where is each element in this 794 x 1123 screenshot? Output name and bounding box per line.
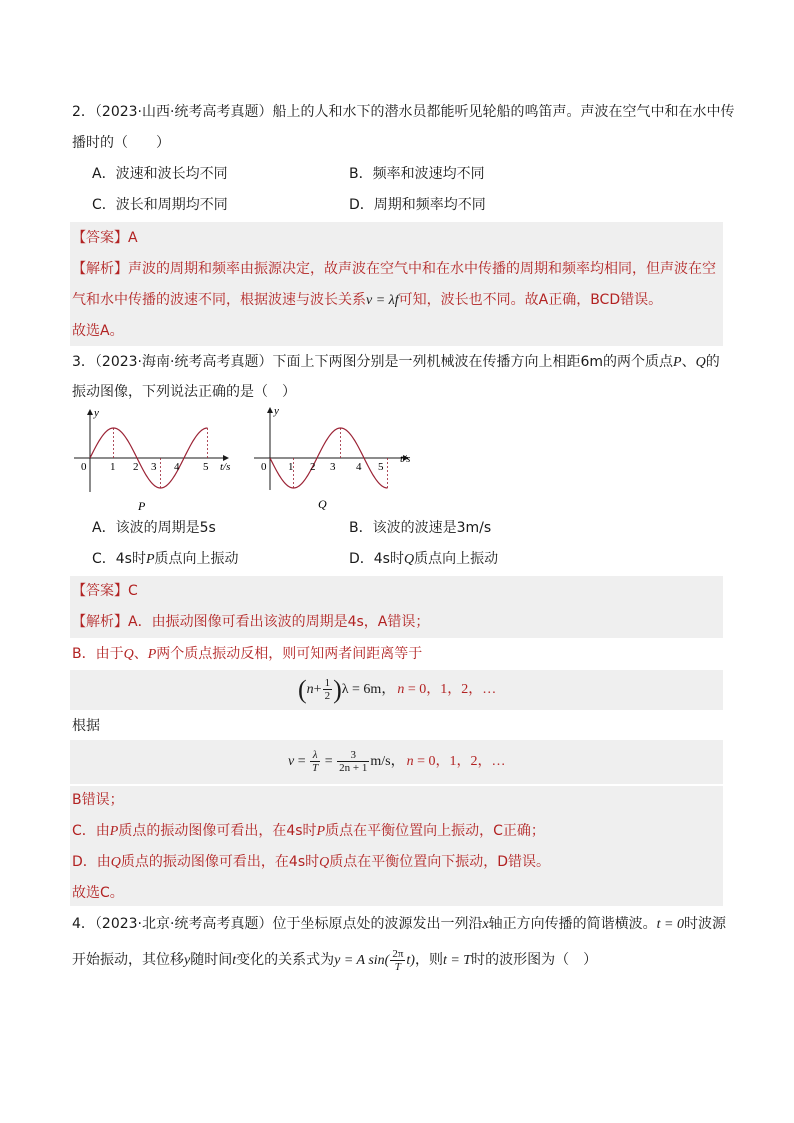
q3-stem-line1 (72, 352, 720, 373)
q2-analysis-text2b: 可知，波长也不同。故A正确，BCD错误。 (398, 292, 663, 308)
q2-option-c[interactable]: C．波长和周期均不同 (92, 197, 228, 213)
formula1-n2: n (397, 682, 405, 697)
q4-t0: t = 0 (656, 917, 685, 932)
q3-analysis-b-pre: B．由于 (72, 646, 124, 662)
graph-p-tick-1: 1 (110, 461, 116, 473)
q4-tT: t = T (442, 953, 472, 968)
q3-answer-box-bottom (70, 786, 723, 906)
graph-p-tick-3: 3 (151, 461, 157, 473)
formula2-num2: 3 (337, 749, 369, 762)
q4-frac-den: T (394, 961, 401, 974)
q2-stem-text1: 船上的人和水下的潜水员都能听见轮船的鸣笛声。声波在空气中和在水中传 (272, 104, 735, 120)
q4-stem2-c: 变化的关系式为 (236, 952, 335, 968)
formula2-n: n (406, 754, 414, 769)
formula2-den1: T (312, 762, 319, 775)
q2-answer-value: A (128, 230, 138, 246)
q2-answer-box (70, 222, 723, 346)
graph-p-tick-5: 5 (203, 461, 209, 473)
q4-source: （2023·北京·统考高考真题） (94, 916, 273, 932)
q3-formula1: (n+ $\frac{1}{2}$ )λ = 6m， n = 0，1，2，… (298, 674, 497, 704)
q3-analysis-line-d (72, 852, 550, 873)
formula1-plus: + (313, 682, 322, 697)
q3-according: 根据 (72, 718, 100, 734)
q4-var-y: y (184, 953, 191, 968)
q4-formula-post: t) (406, 953, 415, 968)
q4-formula-pre: y = A sin( (334, 953, 390, 968)
formula1-den: 2 (324, 690, 331, 703)
q3-b-wrong: B错误； (72, 792, 124, 808)
q2-stem-text2: 播时的（ ） (72, 135, 170, 151)
q3-option-d-post: 质点向上振动 (414, 551, 499, 567)
q4-stem2-a: 开始振动，其位移 (72, 952, 184, 968)
q3-analysis-line-b (72, 644, 422, 665)
q3-analysis-d-q: Q (110, 855, 121, 870)
q3-answer-tag: 【答案】 (72, 583, 128, 599)
graph-q-y-label: y (274, 405, 279, 417)
graph-q-caption: Q (318, 497, 327, 511)
q3-graph-p (68, 404, 238, 516)
q2-analysis-text2a: 气和水中传播的波速不同，根据波速与波长关系 (72, 292, 366, 308)
q4-stem1-a: 位于坐标原点处的波源发出一列沿 (272, 916, 483, 932)
q3-var-q: Q (695, 355, 706, 370)
q2-option-b[interactable]: B．频率和波速均不同 (349, 166, 485, 182)
q4-var-x: x (482, 917, 489, 932)
q3-analysis-c-mid: 质点的振动图像可看出，在4s时 (118, 823, 317, 839)
q3-answer-line (72, 581, 138, 601)
q3-analysis-a: A．由振动图像可看出该波的周期是4s，A错误； (128, 614, 430, 630)
q2-analysis-tag: 【解析】 (72, 261, 128, 277)
formula1-rhs: λ = 6m， (341, 682, 396, 697)
graph-q-tick-1: 1 (288, 461, 294, 473)
q3-option-d-pre: D．4s时 (349, 551, 404, 567)
graph-q-tick-0: 0 (261, 461, 267, 473)
q3-analysis-b-mid: 、 (133, 646, 148, 662)
q3-analysis-line-a (72, 612, 429, 632)
graph-q-t-label: t/s (400, 453, 411, 465)
q2-answer-line (72, 228, 138, 248)
formula1-n: n (306, 682, 314, 697)
q4-frac-num: 2π (392, 948, 404, 961)
q3-analysis-c-pre: C．由 (72, 823, 110, 839)
q2-source: （2023·山西·统考高考真题） (94, 104, 273, 120)
q4-formula-frac (390, 948, 405, 973)
q2-analysis-line2 (72, 290, 662, 311)
q3-option-a[interactable]: A．该波的周期是5s (92, 520, 216, 536)
q3-source: （2023·海南·统考高考真题） (94, 354, 273, 370)
q2-stem-line2 (72, 133, 170, 153)
q3-option-c-pre: C．4s时 (92, 551, 146, 567)
q3-analysis-d-pre: D．由 (72, 854, 111, 870)
q2-conclusion: 故选A。 (72, 323, 124, 339)
formula2-frac1 (310, 749, 320, 774)
q3-analysis-b-p: P (147, 647, 157, 662)
formula2-den2: 2n + 1 (339, 762, 368, 775)
formula2-frac2 (337, 749, 369, 774)
q2-answer-tag: 【答案】 (72, 230, 128, 246)
q4-stem1-b: 轴正方向传播的简谐横波。 (488, 916, 657, 932)
q2-option-a[interactable]: A．波速和波长均不同 (92, 166, 228, 182)
formula2-eq1: = (294, 754, 310, 769)
formula1-num: 1 (324, 677, 331, 690)
q4-stem2-d: ，则 (414, 952, 443, 968)
graph-p-tick-0: 0 (81, 461, 87, 473)
graph-p-tick-4: 4 (174, 461, 180, 473)
formula2-eq2: = (321, 754, 337, 769)
graph-q-tick-2: 2 (310, 461, 316, 473)
q3-answer-value: C (128, 583, 138, 599)
q4-var-t: t (232, 953, 237, 968)
q3-analysis-d-mid: 质点的振动图像可看出，在4s时 (120, 854, 320, 870)
formula1-vals: = 0，1，2，… (404, 682, 497, 697)
q3-analysis-d-q2: Q (319, 855, 330, 870)
q3-option-c-var: P (145, 552, 155, 567)
graph-q-tick-5: 5 (378, 461, 384, 473)
graph-q-tick-4: 4 (356, 461, 362, 473)
q4-stem-line1 (72, 914, 726, 935)
graph-p-t-label: t/s (220, 461, 231, 473)
formula2-vals: = 0，1，2，… (413, 754, 506, 769)
graph-q-tick-3: 3 (330, 461, 336, 473)
q3-sep: 、 (681, 354, 696, 370)
graph-p-caption: P (138, 499, 146, 513)
q3-option-c-post: 质点向上振动 (154, 551, 239, 567)
q2-analysis-text1: 声波的周期和频率由振源决定，故声波在空气中和在水中传播的周期和频率均相同，但声波在空 (128, 261, 716, 277)
q2-number: 2． (72, 104, 95, 120)
q4-stem-line2 (72, 944, 597, 977)
q3-stem-line2: 振动图像，下列说法正确的是（ ） (72, 384, 296, 400)
q3-analysis-d-post: 质点在平衡位置向下振动，D错误。 (329, 854, 551, 870)
q4-stem2-e: 时的波形图为（ ） (471, 952, 598, 968)
q3-option-d[interactable] (349, 549, 498, 570)
q3-option-b[interactable]: B．该波的波速是3m/s (349, 520, 492, 536)
q3-graph-q (248, 402, 418, 514)
q3-analysis-tag: 【解析】 (72, 614, 128, 630)
q4-stem1-c: 时波源 (684, 916, 727, 932)
q2-wave-formula: v = λf (366, 293, 399, 308)
q3-analysis-b-q: Q (123, 647, 134, 662)
q3-option-d-var: Q (403, 552, 415, 567)
q3-analysis-b-post: 两个质点振动反相，则可知两者间距离等于 (156, 646, 423, 662)
graph-p-y-label: y (94, 407, 99, 419)
q3-conclusion: 故选C。 (72, 885, 124, 901)
q2-stem-line1 (72, 102, 734, 122)
formula2-v: v (288, 754, 295, 769)
q3-number: 3． (72, 354, 95, 370)
q3-var-p: P (673, 355, 682, 370)
q3-analysis-c-post: 质点在平衡位置向上振动，C正确； (325, 823, 545, 839)
q3-stem-end: 的 (705, 354, 720, 370)
q4-stem2-b: 随时间 (190, 952, 233, 968)
q2-option-d[interactable]: D．周期和频率均不同 (349, 197, 486, 213)
q3-analysis-c-p: P (109, 824, 119, 839)
q3-analysis-line-c (72, 821, 545, 842)
formula2-unit: m/s， (370, 754, 405, 769)
q3-stem-text1: 下面上下两图分别是一列机械波在传播方向上相距6m的两个质点 (272, 354, 673, 370)
q2-analysis-line1 (72, 259, 716, 279)
q3-analysis-c-p2: P (316, 824, 326, 839)
formula1-half (323, 677, 333, 702)
q3-formula2 (288, 746, 506, 778)
q4-number: 4． (72, 916, 95, 932)
graph-p-tick-2: 2 (133, 461, 139, 473)
formula2-num1: λ (310, 749, 320, 762)
q3-option-c[interactable] (92, 549, 239, 570)
